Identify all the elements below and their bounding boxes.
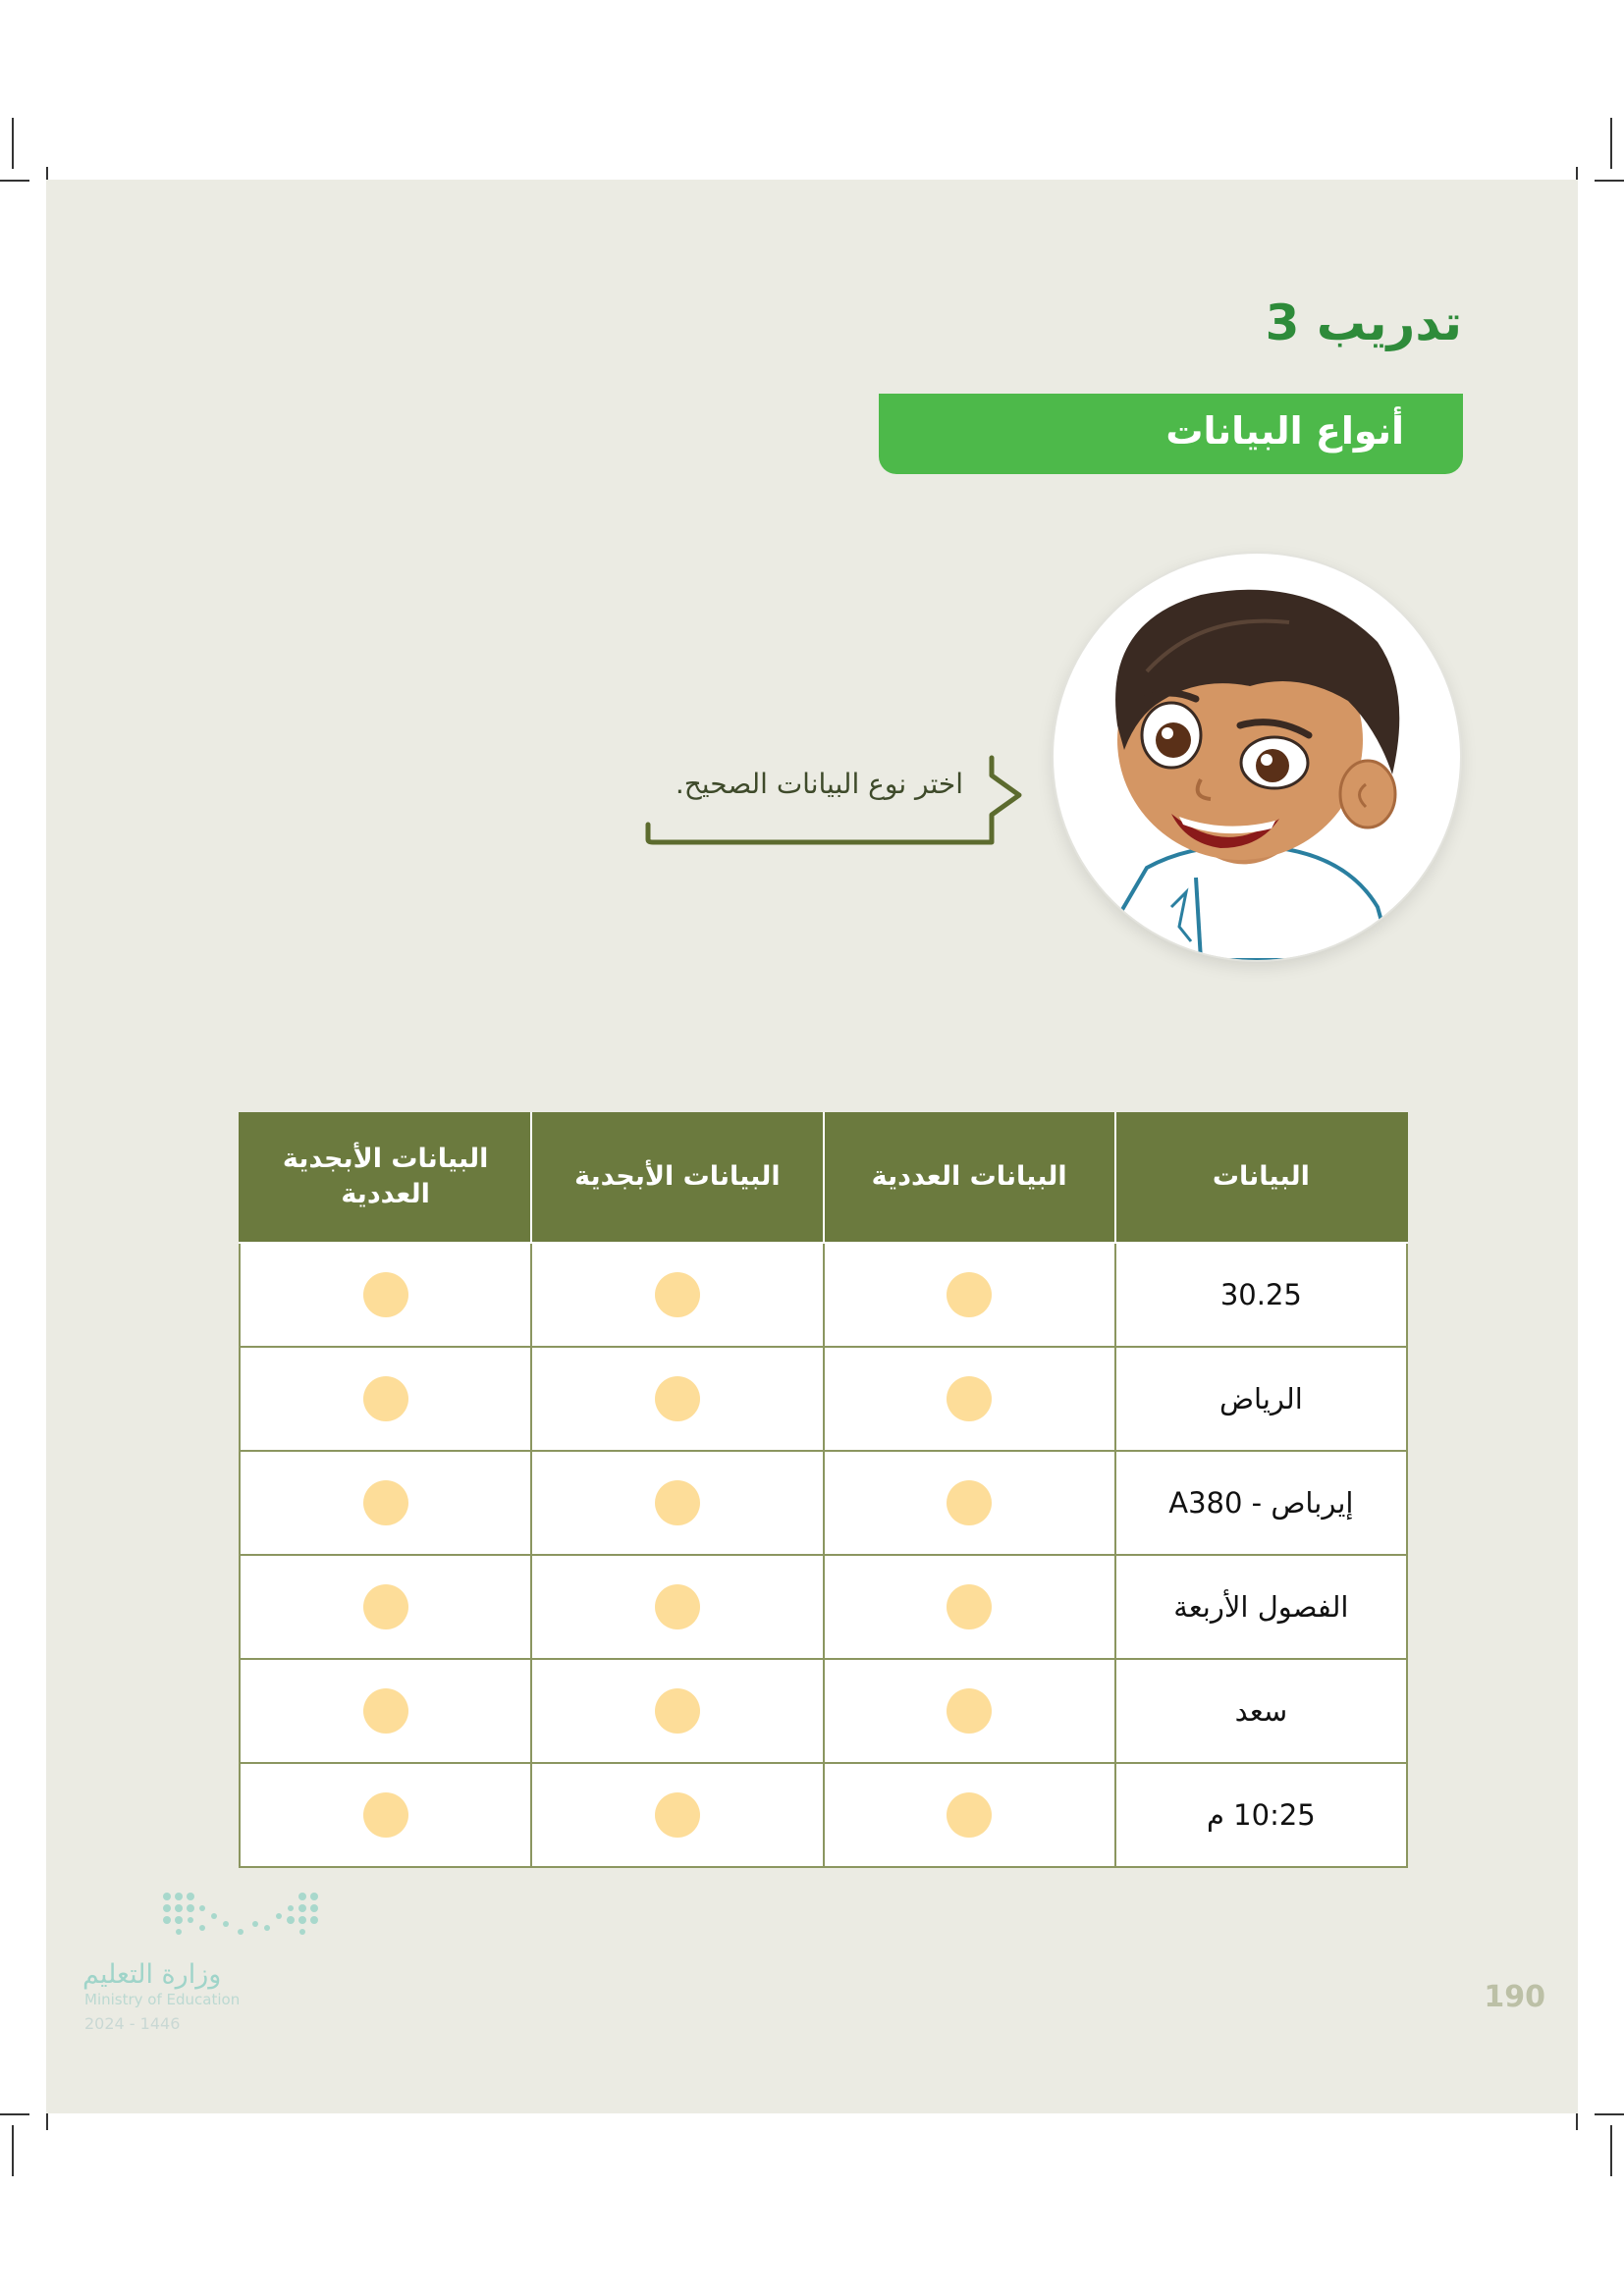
option-alphanumeric[interactable]: [363, 1376, 408, 1421]
option-alphabetic[interactable]: [655, 1584, 700, 1629]
option-alphanumeric[interactable]: [363, 1480, 408, 1525]
header-numeric: البيانات العددية: [824, 1112, 1115, 1243]
data-value: الفصول الأربعة: [1115, 1555, 1407, 1659]
section-title: أنواع البيانات: [1165, 409, 1404, 453]
option-numeric[interactable]: [947, 1272, 992, 1317]
speech-bubble: [638, 746, 1031, 854]
option-numeric[interactable]: [947, 1792, 992, 1838]
crop-mark: [1610, 2125, 1612, 2176]
table-header-row: [240, 1112, 1407, 1243]
crop-mark: [1595, 180, 1624, 182]
ministry-logo-icon: [157, 1889, 324, 1948]
option-numeric[interactable]: [947, 1480, 992, 1525]
option-alphanumeric[interactable]: [363, 1792, 408, 1838]
crop-mark: [0, 180, 29, 182]
boy-illustration: [1054, 554, 1460, 960]
ministry-name-en: Ministry of Education: [84, 1991, 241, 2008]
option-alphabetic[interactable]: [655, 1480, 700, 1525]
header-alphabetic: البيانات الأبجدية: [531, 1112, 823, 1243]
header-data: البيانات: [1115, 1112, 1407, 1243]
data-value: إيرباص - A380: [1115, 1451, 1407, 1555]
option-alphanumeric[interactable]: [363, 1272, 408, 1317]
option-alphabetic[interactable]: [655, 1792, 700, 1838]
crop-mark: [1610, 118, 1612, 169]
instruction-text: اختر نوع البيانات الصحيح.: [675, 768, 963, 800]
data-value: 30.25: [1115, 1243, 1407, 1347]
data-value: 10:25 م: [1115, 1763, 1407, 1867]
option-numeric[interactable]: [947, 1376, 992, 1421]
ministry-year: 2024 - 1446: [84, 2014, 181, 2033]
option-alphanumeric[interactable]: [363, 1688, 408, 1734]
header-alphanumeric: البيانات الأبجدية العددية: [240, 1112, 531, 1243]
ministry-name-ar: وزارة التعليم: [82, 1959, 222, 1990]
option-alphanumeric[interactable]: [363, 1584, 408, 1629]
option-alphabetic[interactable]: [655, 1272, 700, 1317]
option-numeric[interactable]: [947, 1584, 992, 1629]
table-row: [240, 1763, 1407, 1867]
option-numeric[interactable]: [947, 1688, 992, 1734]
exercise-title: تدريب 3: [1265, 294, 1462, 351]
option-alphabetic[interactable]: [655, 1376, 700, 1421]
crop-mark: [12, 118, 14, 169]
section-banner: [879, 394, 1463, 474]
crop-mark: [0, 2113, 29, 2115]
table-row: [240, 1451, 1407, 1555]
table-row: [240, 1555, 1407, 1659]
data-value: سعد: [1115, 1659, 1407, 1763]
crop-mark: [12, 2125, 14, 2176]
data-value: الرياض: [1115, 1347, 1407, 1451]
table-row: [240, 1347, 1407, 1451]
table-row: [240, 1659, 1407, 1763]
data-types-table: [239, 1112, 1408, 1868]
table-row: [240, 1243, 1407, 1347]
option-alphabetic[interactable]: [655, 1688, 700, 1734]
page-number: 190: [1484, 1980, 1545, 2014]
boy-avatar: [1054, 554, 1460, 960]
crop-mark: [1595, 2113, 1624, 2115]
